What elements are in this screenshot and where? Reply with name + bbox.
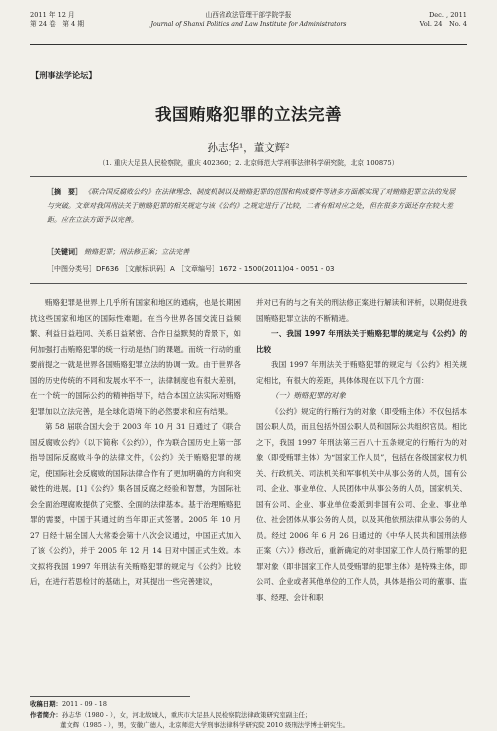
header-journal [30, 11, 467, 29]
header-date: 2011 年 12 月 [30, 11, 75, 19]
keywords-label: ［关键词］ [47, 248, 82, 256]
journal-name-en: Journal of Shanxi Politics and Law Institute for Administrators [150, 21, 347, 28]
author-affiliation: （1. 重庆大足县人民检察院，重庆 402360；2. 北京师范大学刑事法律科学研究院，北京 100875） [98, 159, 399, 167]
body-paragraph: 并对已有的与之有关的刑法修正案进行解读和评析，以期促进我国贿赂犯罪立法的不断精进。 [256, 298, 467, 323]
abstract-label: ［摘 要］ [47, 188, 82, 196]
abstract-text: 《联合国反腐败公约》在法律理念、制度机制以及贿赂犯罪的范围和构成要件等诸多方面都实现了对贿赂犯罪立法的发展与突破。文章对我国刑法关于贿赂犯罪的相关规定与该《公约》之规定进行了比较，二者有相对应之处，但在很多方面还存在较大差距。应在立法方面予以完善。 [47, 188, 456, 224]
body-column-left [30, 295, 241, 590]
clc-label: ［中图分类号］ [47, 265, 96, 273]
header-volume-en: Vol. 24 No. 4 [419, 20, 467, 28]
running-header [30, 6, 467, 45]
column-tag: 【刑事法学论坛】 [31, 70, 97, 80]
subsection-heading: （一）贿赂犯罪的对象 [271, 391, 346, 400]
clc-value: DF636 [96, 265, 119, 273]
divider-top [30, 176, 467, 177]
body-paragraph: 《公约》规定的行贿行为的对象（即受贿主体）不仅包括本国公职人员，而且包括外国公职人员和国际公共组织官员。相比之下，我国 1997 年刑法第三百八十五条规定的行贿行为的对象（即受贿罪主体）为“国家工作人员”，包括在各级国家权力机关、行政机关、司法机关和军事机关中从事公务的人员，国有公司、企业、事业单位、人民团体中从事公务的人员，国家机关、国有公司、企业、事业单位委派到非国有公司、企业、事业单位、社会团体从事公务的人员，以及其他依照法律从事公务的人员。经过 2006 年 6 月 26 日通过的《中华人民共和国刑法修正案（六）》修改后，重新确定的对非国家工作人员行贿罪的犯罪对象（即非国家工作人员受贿罪的犯罪主体）是特殊主体，即公司、企业或者其他单位的工作人员，具体是指公司的董事、监事、经理、会计和职 [256, 406, 467, 602]
header-issue-info-en [420, 11, 467, 29]
body-paragraph: 我国 1997 年刑法关于贿赂犯罪的规定与《公约》相关规定相比，有很大的差距，具体体现在以下几个方面： [256, 360, 467, 385]
author-bio [30, 710, 467, 721]
footnote [30, 699, 467, 731]
abstract [47, 185, 457, 227]
received-value: 2011 - 09 - 18 [61, 700, 107, 708]
bio-label: 作者简介： [30, 710, 62, 719]
keywords-text: 贿赂犯罪；刑法修正案；立法完善 [84, 248, 190, 256]
received-date [30, 699, 467, 710]
article-number-value: 1672 - 1500(2011)04 - 0051 - 03 [219, 265, 335, 273]
body-paragraph: 贿赂犯罪是世界上几乎所有国家和地区的通病，也是长期困扰这些国家和地区的国际性难题。在当今世界各国交流日益频繁、利益日益趋同、关系日益紧密、合作日益默契的背景下，如何加强打击贿赂犯罪的统一行动是热门的课题。而统一行动的重要前提之一就是世界各国贿赂犯罪立法的协调一致。由于世界各国的历史传统的不同和发展水平不一，法律制度也有很大差别，在一个统一的国际公约的精神指导下，结合本国立法实际对贿赂犯罪加以立法完善，是全球化语境下的必然要求和应有结果。 [30, 298, 241, 416]
author-bio-2: 董文辉（1985 - ），男，安徽广德人，北京师范大学刑事法律科学研究院 2010 级刑法学博士研究生。 [60, 721, 349, 729]
header-date-en: Dec. , 2011 [428, 11, 467, 19]
bio-author-1: 孙志华（1980 - ），女，河北故城人，重庆市大足县人民检察院法律政策研究室副主任； [61, 710, 312, 719]
paper-authors: 孙志华¹，董文辉² [207, 142, 290, 154]
doc-code-value: A [170, 265, 175, 273]
footnote-rule [30, 696, 190, 697]
header-volume: 第 24 卷 第 4 期 [30, 20, 84, 28]
received-label: 收稿日期： [30, 700, 62, 708]
journal-name-cn: 山西省政法管理干部学院学报 [205, 11, 292, 19]
section-heading: 一、我国 1997 年刑法关于贿赂犯罪的规定与《公约》的比较 [256, 329, 467, 354]
doc-code-label: ［文献标识码］ [121, 265, 171, 273]
paper-title: 我国贿赂犯罪的立法完善 [155, 105, 342, 124]
divider-bottom [30, 283, 467, 284]
keywords [47, 245, 457, 259]
article-number-label: ［文章编号］ [177, 265, 220, 273]
body-paragraph: 第 58 届联合国大会于 2003 年 10 月 31 日通过了《联合国反腐败公约》（以下简称《公约》），作为联合国历史上第一部指导国际反腐败斗争的法律文件，《公约》关于贿赂犯罪的规定，使国际社会反腐败的国际法律合作有了更加明确的方向和突破性的进展。[1]《公约》集各国反腐之经验和智慧，为国际社会全面治理腐败提供了完整、全面的法律基本。基于治理贿赂犯罪的需要，中国于其通过的当年即正式签署。2005 年 10 月 27 日经十届全国人大常委会第十八次会议通过，中国正式加入了该《公约》，并于 2005 年 12 月 14 日对中国正式生效。本文拟将我国 1997 年刑法有关贿赂犯罪的规定与《公约》比较后，在进行若思检讨的基础上，对其提出一些完善建议， [30, 422, 241, 586]
classification-line [47, 262, 457, 276]
body-column-right [256, 295, 467, 605]
